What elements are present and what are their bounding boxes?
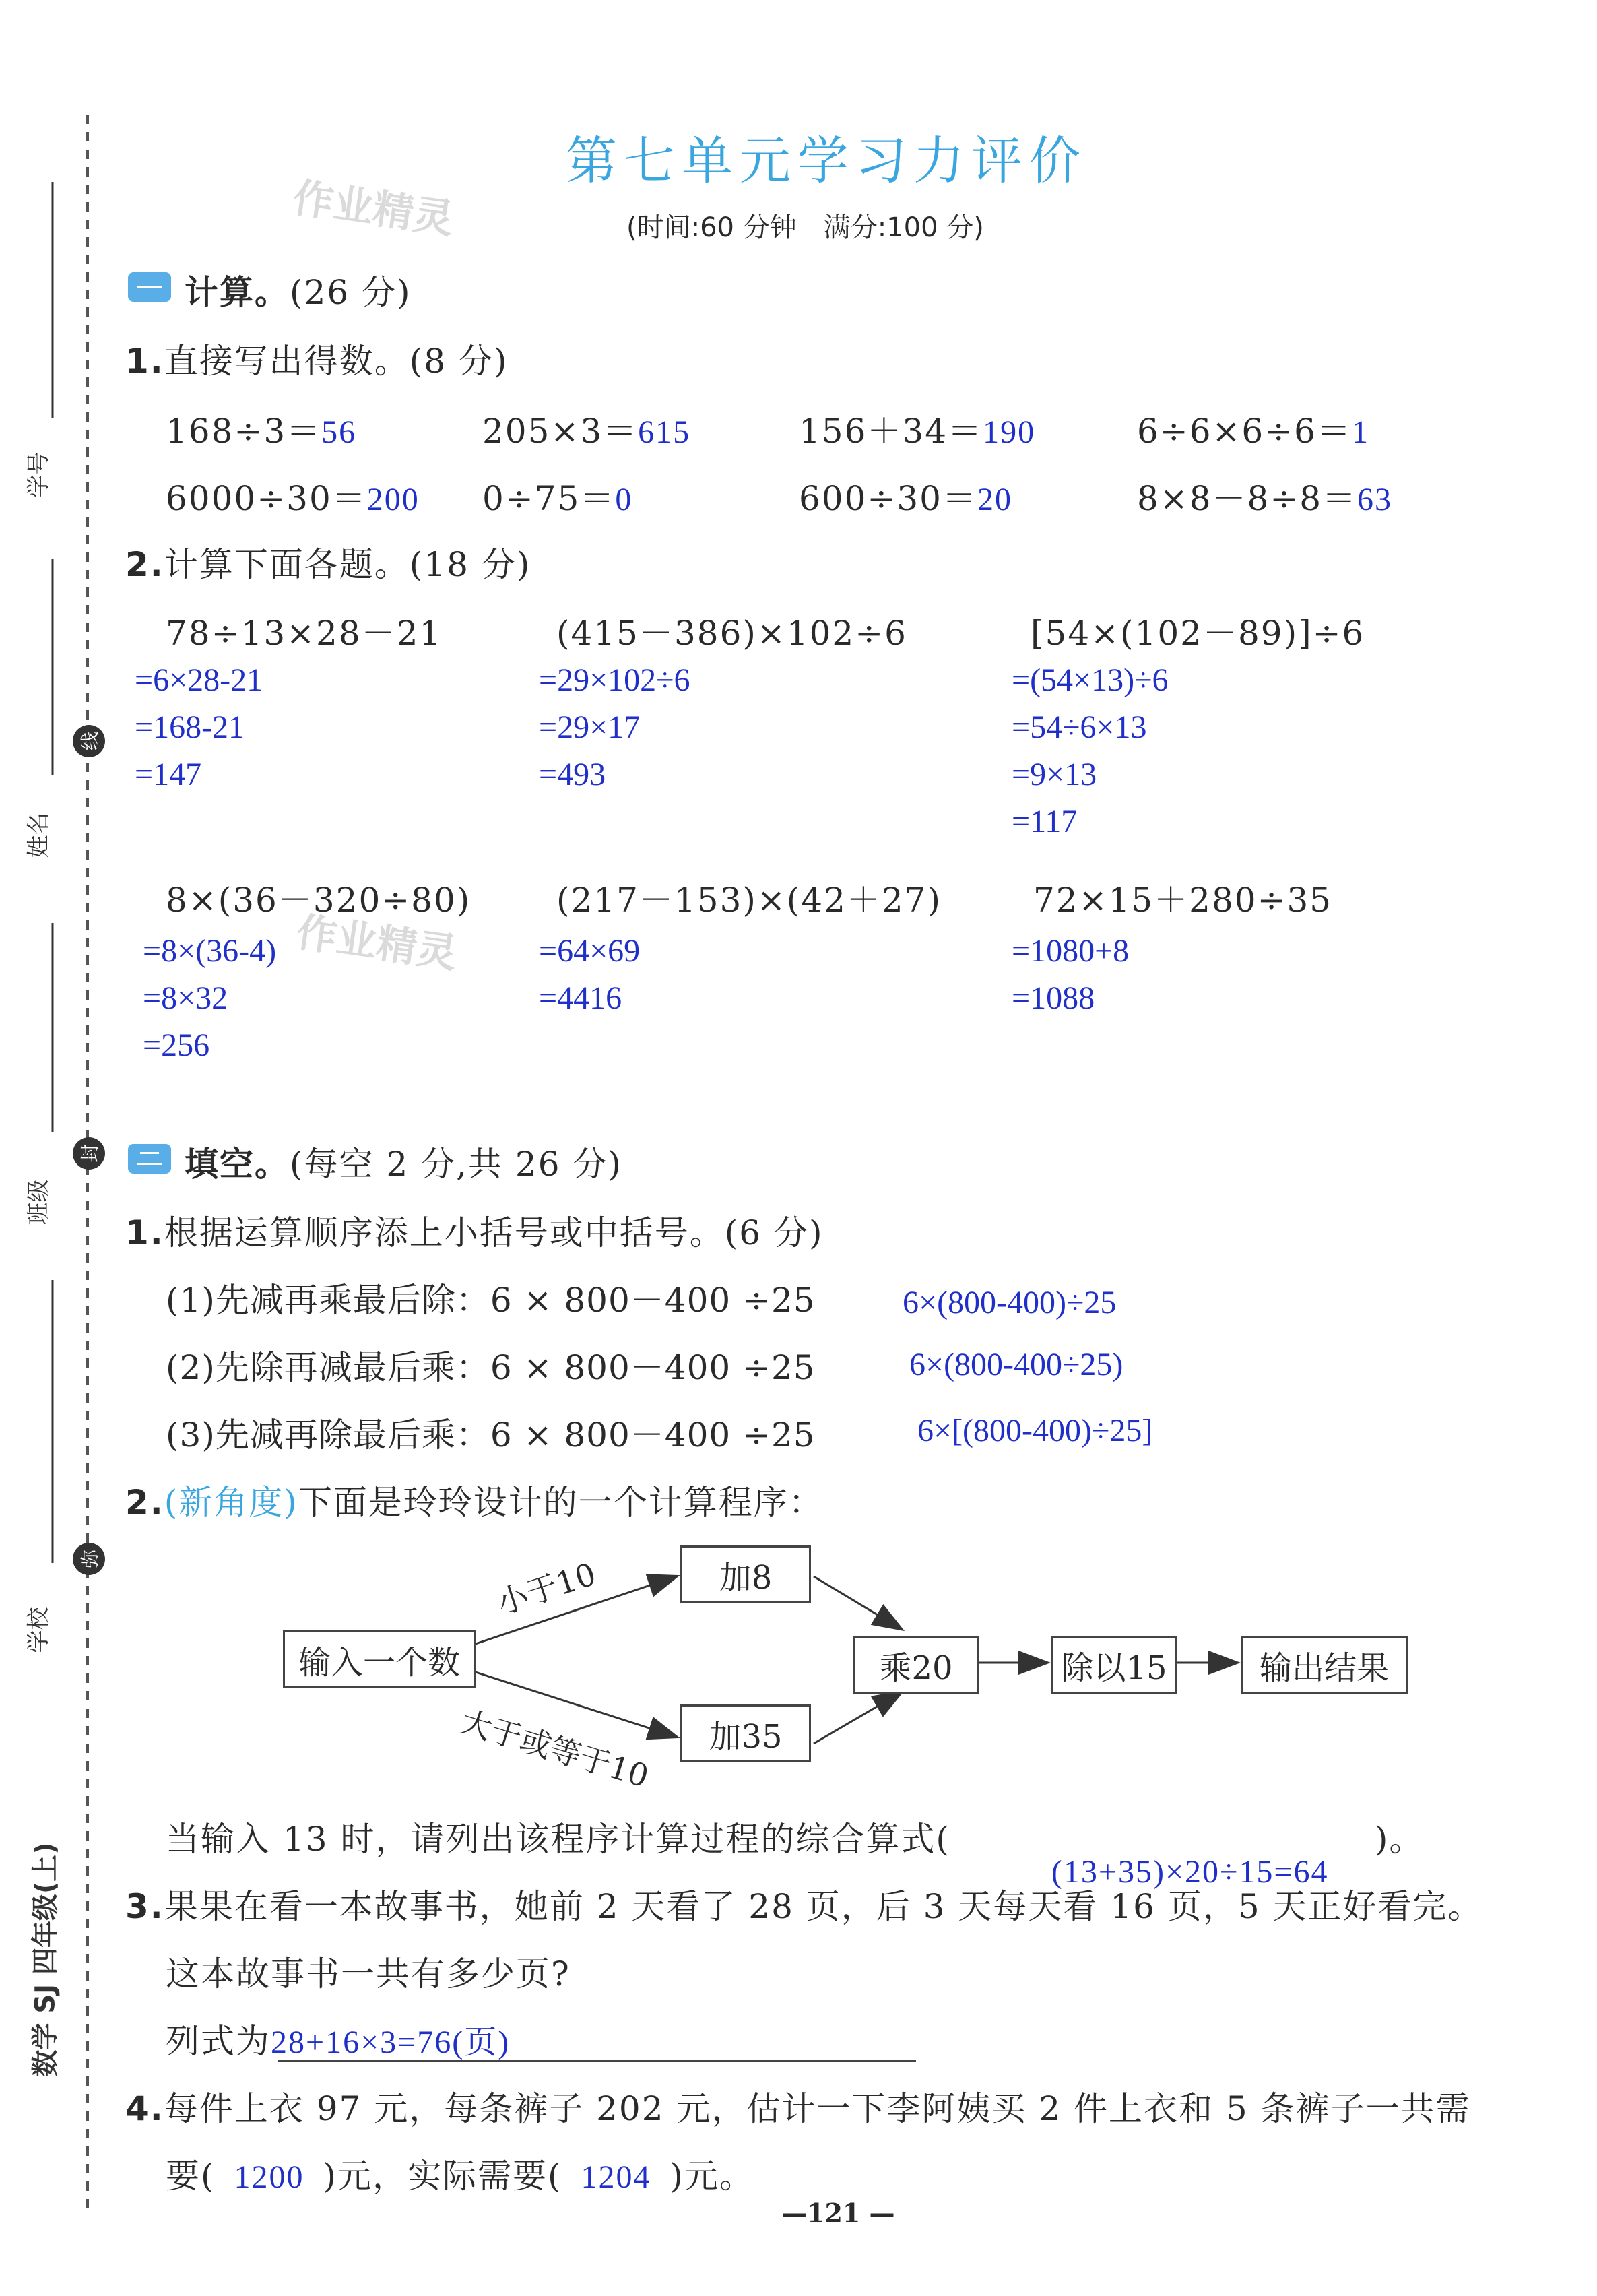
formula-answer: 28+16×3=76(页) (271, 2024, 511, 2060)
problem-step: =29×102÷6 (539, 662, 690, 698)
actual-answer: 1204 (581, 2159, 651, 2195)
problem-step: =(54×13)÷6 (1012, 662, 1169, 698)
s2q3-line1 (125, 1880, 1483, 1928)
arrow-add35-to-mul (814, 1692, 901, 1744)
question-text: 当输入 13 时，请列出该程序计算过程的综合算式( (166, 1820, 950, 1859)
calc-answer: 63 (1357, 482, 1393, 517)
arrow-add8-to-mul (814, 1576, 901, 1629)
problem-expr: 8×(36－320÷80) (166, 881, 471, 920)
watermark: 作业精灵 (293, 908, 461, 978)
page-number: —121 — (781, 2198, 895, 2228)
question-text: 直接写出得数。(8 分) (164, 342, 509, 381)
estimate-answer: 1200 (234, 2159, 304, 2195)
text: )元，实际需要( (323, 2157, 562, 2196)
bracket-item: (1)先减再乘最后除：6 × 800－400 ÷25 (166, 1281, 816, 1320)
question-text: 根据运算顺序添上小括号或中括号。(6 分) (164, 1213, 824, 1252)
calc-answer: 0 (615, 482, 633, 517)
text: 要( (166, 2157, 216, 2196)
bracket-item: (2)先除再减最后乘：6 × 800－400 ÷25 (166, 1348, 816, 1387)
bracket-answer: 6×[(800-400)÷25] (917, 1413, 1153, 1448)
calc-answer: 1 (1351, 414, 1369, 450)
sidebar-mark-close: 弥 (73, 1543, 105, 1575)
section2-points: (每空 2 分,共 26 分) (290, 1145, 622, 1184)
sidebar-student-id: 学号 (25, 451, 53, 498)
problem-expr: (415－386)×102÷6 (556, 614, 907, 653)
problem-step: =117 (1012, 804, 1078, 839)
problem-step: =8×(36-4) (143, 933, 277, 969)
calc-expr: 600÷30＝ (799, 479, 977, 518)
bracket-item: (3)先减再除最后乘：6 × 800－400 ÷25 (166, 1415, 816, 1455)
bracket-answer: 6×(800-400)÷25 (903, 1285, 1117, 1320)
sidebar-school: 学校 (25, 1607, 53, 1653)
s2q4-line2 (166, 2149, 754, 2198)
question-text: 果果在看一本故事书，她前 2 天看了 28 页，后 3 天每天看 16 页，5 天正好看完。 (164, 1887, 1483, 1926)
calc-answer: 615 (638, 414, 691, 450)
sidebar-book: 数学 SJ 四年级(上) (30, 1842, 61, 2077)
problem-step: =4416 (539, 980, 622, 1016)
problem-step: =9×13 (1012, 757, 1097, 792)
flow-divide: 除以15 (1051, 1636, 1177, 1694)
sidebar-mark-seal: 封 (73, 1137, 105, 1170)
section2-title: 填空。 (185, 1145, 290, 1184)
problem-expr: [54×(102－89)]÷6 (1031, 614, 1365, 653)
problem-step: =8×32 (143, 980, 228, 1016)
watermark: 作业精灵 (290, 174, 457, 244)
page-subtitle: (时间:60 分钟 满分:100 分) (626, 212, 984, 243)
question-number: 1. (125, 342, 164, 381)
question-number: 2. (125, 545, 164, 584)
flow-multiply: 乘20 (853, 1636, 979, 1694)
problem-step: =493 (539, 757, 606, 792)
problem-step: =147 (135, 757, 202, 792)
answer-underline (278, 2060, 916, 2062)
calc-expr: 0÷75＝ (482, 479, 616, 518)
problem-step: =6×28-21 (135, 662, 263, 698)
sidebar-mark-line: 线 (73, 725, 105, 757)
calc-answer: 56 (321, 414, 357, 450)
formula-prefix: 列式为 (166, 2022, 271, 2061)
question-text-end: )。 (1374, 1820, 1425, 1859)
sidebar-name: 姓名 (25, 812, 53, 858)
text: )元。 (670, 2157, 755, 2196)
question-tag: (新角度) (164, 1483, 298, 1522)
calc-answer: 190 (983, 414, 1036, 450)
flow-input: 输入一个数 (283, 1630, 476, 1688)
problem-expr: 78÷13×28－21 (166, 614, 443, 653)
problem-expr: 72×15＋280÷35 (1033, 881, 1333, 920)
question-text: 计算下面各题。(18 分) (164, 545, 531, 584)
flow-branch-top: 小于10 (492, 1555, 601, 1622)
s2q2-question (166, 1812, 1425, 1890)
calc-answer: 20 (977, 482, 1012, 517)
question-number: 4. (125, 2089, 164, 2128)
s2q3-formula (166, 2014, 510, 2063)
calc-expr: 6÷6×6÷6＝ (1137, 412, 1352, 451)
bracket-answer: 6×(800-400÷25) (909, 1347, 1123, 1382)
page-title: 第七单元学习力评价 (566, 131, 1087, 191)
s2q4-line1 (125, 2082, 1471, 2130)
problem-step: =54÷6×13 (1012, 709, 1147, 745)
sidebar-class: 班级 (25, 1179, 53, 1225)
problem-step: =1080+8 (1012, 933, 1130, 969)
section1-title: 计算。 (185, 273, 290, 312)
calc-expr: 205×3＝ (482, 412, 639, 451)
question-number: 3. (125, 1887, 164, 1926)
program-answer: (13+35)×20÷15=64 (1051, 1854, 1329, 1890)
calc-answer: 200 (366, 482, 420, 517)
calc-expr: 156＋34＝ (799, 412, 983, 451)
flow-output: 输出结果 (1241, 1636, 1408, 1694)
flow-add8: 加8 (680, 1545, 811, 1603)
question-number: 2. (125, 1483, 164, 1522)
calc-expr: 8×8－8÷8＝ (1137, 479, 1358, 518)
calc-expr: 168÷3＝ (166, 412, 322, 451)
flow-add35: 加35 (680, 1704, 811, 1762)
s2q3-line2: 这本故事书一共有多少页? (166, 1954, 571, 1994)
problem-step: =256 (143, 1027, 210, 1063)
question-text: 每件上衣 97 元，每条裤子 202 元，估计一下李阿姨买 2 件上衣和 5 条裤子一共需 (164, 2089, 1471, 2128)
question-text: 下面是玲玲设计的一个计算程序： (298, 1483, 824, 1522)
problem-step: =29×17 (539, 709, 641, 745)
flow-branch-bottom: 大于或等于10 (456, 1702, 653, 1795)
problem-step: =64×69 (539, 933, 641, 969)
question-number: 1. (125, 1213, 164, 1252)
problem-step: =1088 (1012, 980, 1095, 1016)
calc-expr: 6000÷30＝ (166, 479, 367, 518)
problem-step: =168-21 (135, 709, 245, 745)
section1-points: (26 分) (290, 273, 412, 312)
problem-expr: (217－153)×(42＋27) (556, 881, 942, 920)
